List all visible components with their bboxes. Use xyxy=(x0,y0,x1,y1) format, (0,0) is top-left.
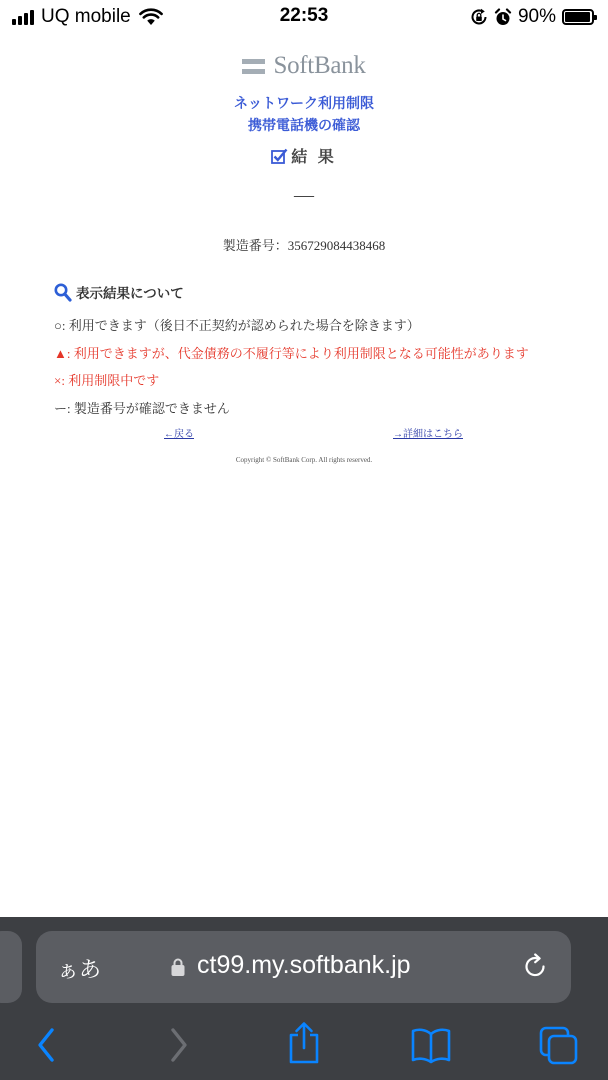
about-results-label: 表示結果について xyxy=(76,286,184,301)
legend-ok: ○: 利用できます（後日不正契約が認められた場合を除きます） xyxy=(54,318,420,333)
softbank-logo-mark xyxy=(242,59,265,74)
rotation-lock-icon xyxy=(470,8,488,26)
page-title-line-1: ネットワーク利用制限 xyxy=(234,97,374,112)
bookmarks-icon[interactable] xyxy=(410,1025,452,1065)
logo-text: SoftBank xyxy=(273,52,366,79)
lock-icon xyxy=(170,957,186,977)
status-bar xyxy=(0,0,608,34)
page-settings-button[interactable]: ぁあ xyxy=(57,957,102,982)
softbank-logo xyxy=(0,52,608,80)
battery-icon xyxy=(562,9,594,25)
checkbox-check-icon xyxy=(271,148,288,164)
alarm-icon xyxy=(494,8,512,27)
battery-percent: 90% xyxy=(517,6,556,27)
carrier-name: UQ mobile xyxy=(41,6,131,27)
about-results-heading xyxy=(54,282,184,302)
back-link[interactable]: ←戻る xyxy=(164,429,194,440)
result-value: — xyxy=(294,184,314,206)
back-icon[interactable] xyxy=(34,1025,60,1065)
share-icon[interactable] xyxy=(286,1021,322,1065)
results-legend xyxy=(54,312,529,422)
status-time: 22:53 xyxy=(279,5,329,26)
url-text[interactable]: ct99.my.softbank.jp xyxy=(197,951,411,979)
page-title-line-2: 携帯電話機の確認 xyxy=(248,119,360,134)
reload-icon[interactable] xyxy=(522,953,550,981)
page-title xyxy=(0,94,608,138)
legend-warning: ▲: 利用できますが、代金債務の不履行等により利用制限となる可能性があります xyxy=(54,345,529,361)
legend-unknown: ー: 製造番号が確認できません xyxy=(54,400,230,416)
forward-icon[interactable] xyxy=(165,1025,191,1065)
copyright: Copyright © SoftBank Corp. All rights reserved. xyxy=(235,456,373,464)
details-link[interactable]: →詳細はこちら xyxy=(393,429,463,440)
result-heading xyxy=(0,144,608,167)
serial-number: 製造番号：356729084438468 xyxy=(222,238,386,253)
tabs-icon[interactable] xyxy=(538,1025,580,1065)
magnifier-icon xyxy=(54,283,72,302)
previous-tab-peek[interactable] xyxy=(0,931,22,1003)
legend-restricted: ×: 利用制限中です xyxy=(54,373,160,388)
result-heading-label: 結 果 xyxy=(291,149,337,166)
address-bar[interactable] xyxy=(36,931,571,1003)
safari-toolbar xyxy=(0,917,608,1080)
